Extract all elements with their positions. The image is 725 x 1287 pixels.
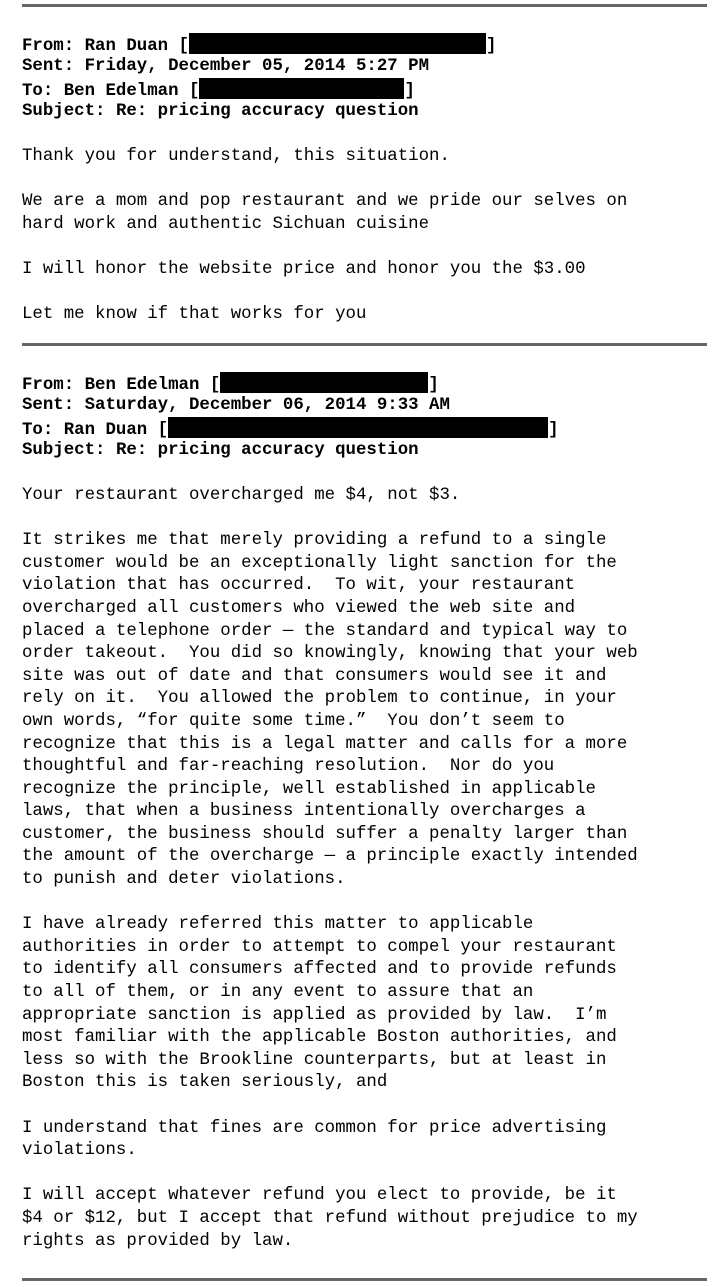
sent-date: Saturday, December 06, 2014 9:33 AM: [84, 395, 450, 415]
body-line: less so with the Brookline counterparts, but at least in: [22, 1050, 607, 1070]
body-line: [22, 508, 712, 531]
redacted-email-address: [189, 33, 486, 54]
body-line: It strikes me that merely providing a refund to a single: [22, 531, 607, 551]
separator-rule-top: [22, 4, 707, 7]
redacted-email-address: [199, 78, 404, 99]
email-body: [22, 146, 712, 327]
body-line: to all of them, or in any event to assure that an: [22, 983, 534, 1003]
body-line: own words, “for quite some time.” You don’t seem to: [22, 711, 565, 731]
body-line: Your restaurant overcharged me $4, not $3.: [22, 485, 461, 505]
body-line: rely on it. You allowed the problem to continue, in your: [22, 689, 617, 709]
body-line: recognize that this is a legal matter and calls for a more: [22, 734, 628, 754]
subject-text: Re: pricing accuracy question: [115, 440, 419, 460]
body-line: appropriate sanction is applied as provided by law. I’m: [22, 1005, 607, 1025]
email-from-line: From: Ben Edelman [ ]: [22, 372, 712, 395]
body-line: placed a telephone order — the standard and typical way to: [22, 621, 628, 641]
body-line: customer would be an exceptionally light sanction for the: [22, 553, 617, 573]
email-sent-line: Sent: Friday, December 05, 2014 5:27 PM: [22, 56, 430, 76]
body-line: Boston this is taken seriously, and: [22, 1073, 388, 1093]
email-to-line: To: Ran Duan [ ]: [22, 417, 712, 440]
email-subject-line: Subject: Re: pricing accuracy question: [22, 101, 419, 121]
email-body: [22, 485, 712, 1253]
body-line: Thank you for understand, this situation.: [22, 146, 450, 166]
body-line: thoughtful and far-reaching resolution. Nor do you: [22, 757, 555, 777]
body-line: I understand that fines are common for price advertising: [22, 1118, 607, 1138]
body-line: violations.: [22, 1141, 137, 1161]
body-line: to identify all consumers affected and to provide refunds: [22, 960, 617, 980]
recipient-name: Ran Duan: [63, 421, 148, 441]
body-line: overcharged all customers who viewed the web site and: [22, 598, 576, 618]
sent-date: Friday, December 05, 2014 5:27 PM: [84, 56, 430, 76]
body-line: [22, 1163, 712, 1186]
body-line: [22, 892, 712, 915]
body-line: rights as provided by law.: [22, 1231, 294, 1251]
body-line: [22, 282, 712, 305]
body-line: $4 or $12, but I accept that refund without prejudice to my: [22, 1208, 638, 1228]
body-line: authorities in order to attempt to compel your restaurant: [22, 937, 617, 957]
email-to-line: To: Ben Edelman [ ]: [22, 78, 712, 101]
body-line: violation that has occurred. To wit, your restaurant: [22, 576, 576, 596]
body-line: laws, that when a business intentionally overcharges a: [22, 802, 586, 822]
body-line: [22, 169, 712, 192]
email-sent-line: Sent: Saturday, December 06, 2014 9:33 AM: [22, 395, 450, 415]
body-line: I will honor the website price and honor you the $3.00: [22, 259, 586, 279]
recipient-name: Ben Edelman: [63, 82, 179, 102]
redacted-email-address: [168, 417, 548, 438]
body-line: to punish and deter violations.: [22, 870, 346, 890]
email-from-line: From: Ran Duan [ ]: [22, 33, 712, 56]
subject-text: Re: pricing accuracy question: [115, 101, 419, 121]
body-line: Let me know if that works for you: [22, 305, 367, 325]
body-line: most familiar with the applicable Boston authorities, and: [22, 1028, 617, 1048]
body-line: I have already referred this matter to applicable: [22, 915, 534, 935]
separator-rule-bottom: [22, 1278, 707, 1281]
sender-name: Ben Edelman: [84, 376, 200, 395]
body-line: site was out of date and that consumers would see it and: [22, 666, 607, 686]
body-line: customer, the business should suffer a penalty larger than: [22, 824, 628, 844]
body-line: hard work and authentic Sichuan cuisine: [22, 214, 430, 234]
body-line: recognize the principle, well established in applicable: [22, 779, 596, 799]
separator-rule-middle: [22, 343, 707, 346]
email-subject-line: Subject: Re: pricing accuracy question: [22, 440, 419, 460]
body-line: the amount of the overcharge — a principle exactly intended: [22, 847, 638, 867]
redacted-email-address: [220, 372, 428, 393]
email-message-2: [22, 372, 712, 1253]
body-line: [22, 1095, 712, 1118]
body-line: [22, 236, 712, 259]
sender-name: Ran Duan: [84, 37, 169, 56]
body-line: order takeout. You did so knowingly, knowing that your web: [22, 644, 638, 664]
email-message-1: [22, 33, 712, 327]
body-line: We are a mom and pop restaurant and we pride our selves on: [22, 192, 628, 212]
body-line: I will accept whatever refund you elect to provide, be it: [22, 1186, 617, 1206]
